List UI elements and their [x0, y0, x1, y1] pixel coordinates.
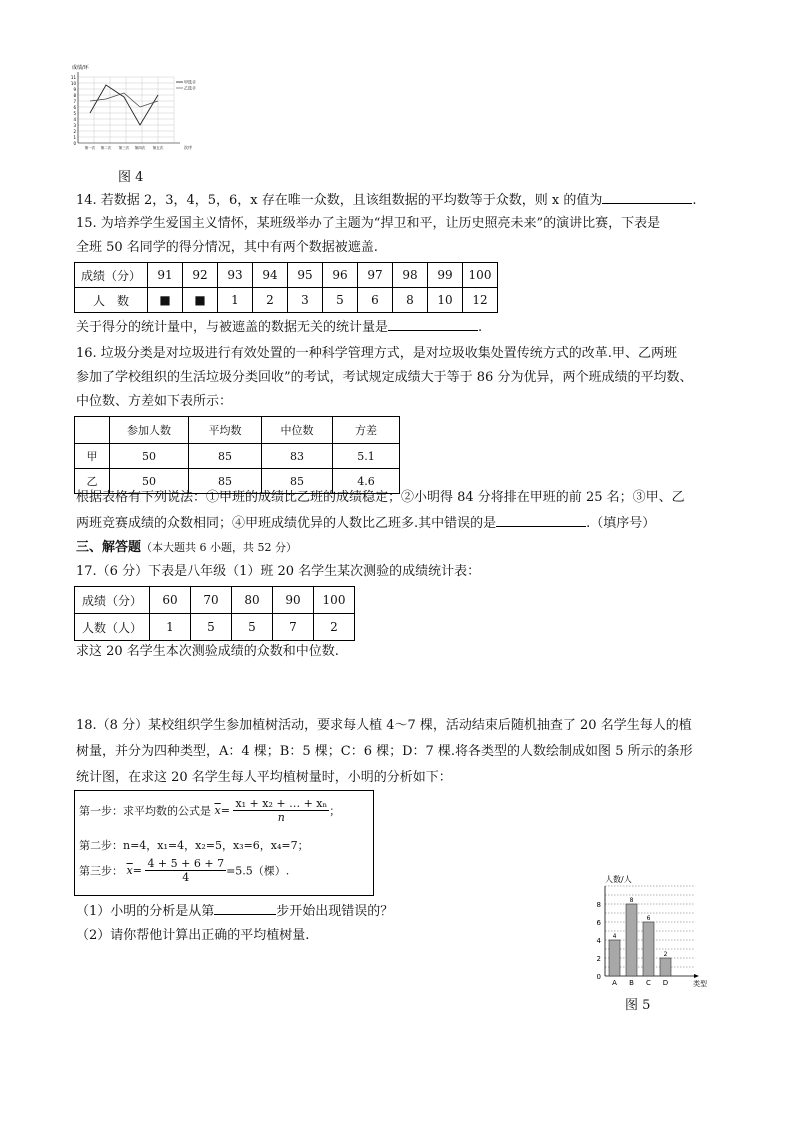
table-cell: 中位数: [262, 417, 333, 444]
fig5-ytick: 4: [596, 937, 601, 945]
table-cell: 99: [428, 263, 463, 288]
q16-line1: 16. 垃圾分类是对垃圾进行有效处置的一种科学管理方式，是对垃圾收集处置传统方式的改革.甲、乙两班: [76, 346, 677, 361]
table-cell: 1: [150, 614, 191, 641]
table-cell: 4.6: [333, 469, 400, 494]
table-cell: 100: [463, 263, 498, 288]
fig5-xlabel: 类型: [693, 980, 707, 988]
fig4-ytick: 7: [73, 99, 76, 104]
table-row: [75, 417, 400, 444]
q15-score-table: [74, 262, 498, 313]
fig4-ytick: 1: [73, 135, 76, 140]
table-cell: 参加人数: [110, 417, 189, 444]
fig4-legend-yi: 乙选手: [184, 85, 196, 91]
section3-note: （本大题共 6 小题，共 52 分）: [141, 541, 297, 554]
q15-question: 关于得分的统计量中，与被遮盖的数据无关的统计量是 .: [76, 320, 483, 335]
fig4-ytick: 9: [73, 87, 76, 92]
table-cell: 6: [358, 288, 393, 313]
fig4-xtick: 第二次: [100, 146, 112, 150]
table-cell: 85: [189, 469, 262, 494]
table-cell: 85: [262, 469, 333, 494]
q18-step2: 第二步：n=4，x₁=4，x₂=5，x₃=6，x₄=7；: [79, 839, 309, 852]
table-row: [75, 614, 355, 641]
fig5-ytick: 2: [596, 955, 601, 963]
table-cell: 50: [110, 469, 189, 494]
table-row: [75, 288, 498, 313]
fig4-ytick: 2: [73, 129, 76, 134]
q14-text: 14. 若数据 2，3，4，5，6，x 存在唯一众数，且该组数据的平均数等于众数，则 x 的值为: [76, 193, 603, 208]
q18-step3-result: =5.5（棵）.: [226, 864, 290, 878]
fig5-ytick: 6: [596, 919, 601, 927]
table-cell: ■: [183, 288, 218, 313]
table-cell: 人 数: [75, 288, 148, 313]
table-cell: 10: [428, 288, 463, 313]
table-row: [75, 263, 498, 288]
q18-step3-den: 4: [182, 871, 190, 884]
fig5-category-label: A: [612, 979, 617, 987]
fig5-bar-B: [626, 904, 637, 976]
fig4-xtick: 第一次: [84, 146, 96, 150]
q18-line3: 统计图，在求这 20 名学生每人平均植树量时，小明的分析如下：: [76, 770, 452, 785]
x-bar: $\overline{x}$: [126, 864, 133, 877]
fig5-caption: 图 5: [625, 998, 651, 1013]
q18-sub2: （2）请你帮他计算出正确的平均植树量.: [76, 928, 310, 943]
table-cell: 7: [273, 614, 314, 641]
table-cell: 3: [288, 288, 323, 313]
table-cell: 人数（人）: [75, 614, 150, 641]
table-cell: 100: [314, 587, 355, 614]
fig5-data-label: 2: [663, 951, 668, 958]
q17-question: 求这 20 名学生本次测验成绩的众数和中位数.: [76, 644, 339, 659]
fig4-ytick: 8: [73, 93, 76, 98]
q16-after1: 根据表格有下列说法：①甲班的成绩比乙班的成绩稳定；②小明得 84 分将排在甲班的前 25 名；③甲、乙: [76, 490, 685, 505]
q16-line3: 中位数、方差如下表所示：: [76, 394, 233, 409]
table-cell: 5: [323, 288, 358, 313]
fig4-xlabel: 次序: [184, 145, 192, 150]
q18-analysis-box: [74, 790, 374, 896]
x-bar: $\overline{x}$: [214, 804, 221, 817]
table-cell: 98: [393, 263, 428, 288]
fig4-legend: [176, 79, 196, 91]
table-cell: 50: [110, 444, 189, 469]
fig4-ytick: 4: [73, 117, 76, 122]
q16-after2-tail: .（填序号）: [586, 516, 656, 531]
table-cell: 5: [191, 614, 232, 641]
q17-intro: 17.（6 分）下表是八年级（1）班 20 名学生某次测验的成绩统计表：: [76, 564, 481, 579]
table-cell: 83: [262, 444, 333, 469]
fig4-ytick: 11: [70, 75, 76, 80]
fig4-caption: 图 4: [118, 170, 144, 185]
q18-step1: 第一步：求平均数的公式是 $\overline{x}=$ $\frac{\text{x₁ + x₂ + … + xₙ}}{n}$ ；: [79, 797, 341, 824]
fig5-category-label: C: [646, 979, 651, 987]
table-cell: 94: [253, 263, 288, 288]
q16-answer-blank: [496, 514, 586, 527]
table-cell: 5.1: [333, 444, 400, 469]
fig4-xtick: 第三次: [118, 146, 130, 150]
fig4-grid: [78, 77, 174, 143]
q18-step3-num: 4 + 5 + 6 + 7: [147, 857, 225, 870]
table-cell: 1: [218, 288, 253, 313]
fig5-yticks: [597, 901, 602, 981]
fig4-yticks: [71, 75, 77, 146]
q18-step1-num: x₁ + x₂ + … + xₙ: [235, 797, 328, 810]
q18-answer-blank: [214, 902, 276, 915]
table-cell: [75, 417, 110, 444]
fig5-data-label: 4: [612, 933, 617, 940]
table-row: [75, 444, 400, 469]
q16-after2-text: 两班竞赛成绩的众数相同；④甲班成绩优异的人数比乙班多.其中错误的是: [76, 516, 497, 531]
q18-step1-den: n: [277, 811, 285, 824]
q18-line1: 18.（8 分）某校组织学生参加植树活动，要求每人植 4～7 棵，活动结束后随机抽查了 20 名学生每人的植: [76, 718, 692, 733]
fig4-ytick: 6: [73, 105, 76, 110]
table-cell: 95: [288, 263, 323, 288]
fig4-xtick: 第五次: [152, 146, 164, 150]
q16-stats-table: [74, 416, 400, 494]
fig5-category-label: B: [629, 979, 634, 987]
table-cell: 5: [232, 614, 273, 641]
fig5-bar-A: [609, 940, 620, 976]
table-cell: 80: [232, 587, 273, 614]
section3-title: 三、解答题: [76, 540, 142, 555]
table-cell: 甲: [75, 444, 110, 469]
fig5-bar-C: [643, 922, 654, 976]
fig4-xtick: 第四次: [134, 146, 146, 150]
fig4-ytick: 5: [73, 111, 76, 116]
table-cell: 96: [323, 263, 358, 288]
q18-step1-fraction: [233, 797, 329, 824]
table-cell: 乙: [75, 469, 110, 494]
fig4-ytick: 10: [70, 81, 76, 86]
fig5-ytick: 0: [596, 973, 601, 981]
fig4-ytick: 0: [73, 141, 76, 146]
table-cell: 91: [148, 263, 183, 288]
table-cell: 70: [191, 587, 232, 614]
table-cell: 90: [273, 587, 314, 614]
fig5-data-label: 6: [646, 915, 651, 922]
table-cell: 8: [393, 288, 428, 313]
figure-5-bar-chart: [585, 870, 715, 995]
q18-step3: 第三步： $\overline{x}=$ $\frac{4 + 5 + 6 + 7}{4}$ =5.5（棵）.: [79, 857, 290, 884]
table-cell: 成绩（分）: [75, 587, 150, 614]
table-cell: 85: [189, 444, 262, 469]
table-row: [75, 587, 355, 614]
q15-answer-blank: [388, 318, 478, 331]
fig4-legend-jia: 甲选手: [184, 79, 196, 85]
q16-after2: [76, 514, 655, 532]
fig4-ylabel: 成绩/环: [72, 65, 89, 71]
q18-sub1-text: （1）小明的分析是从第: [76, 904, 215, 919]
section3-heading: [76, 540, 297, 556]
fig5-bars: [609, 897, 671, 987]
q17-score-table: [74, 586, 355, 641]
q15-line2: 全班 50 名同学的得分情况，其中有两个数据被遮盖.: [76, 240, 378, 255]
q18-step1-label: 第一步：求平均数的公式是: [79, 804, 211, 818]
table-cell: ■: [148, 288, 183, 313]
table-cell: 97: [358, 263, 393, 288]
table-cell: 93: [218, 263, 253, 288]
fig5-data-label: 8: [629, 897, 634, 904]
fig5-x-arrow: [694, 974, 699, 978]
fig4-ytick: 3: [73, 123, 76, 128]
q14: 14. 若数据 2，3，4，5，6，x 存在唯一众数，且该组数据的平均数等于众数，则 x 的值为 .: [76, 193, 697, 208]
q18-sub1-tail: 步开始出现错误的？: [276, 904, 394, 919]
fig5-category-label: D: [662, 979, 669, 987]
q18-line2: 树量，并分为四种类型，A：4 棵；B：5 棵；C：6 棵；D：7 棵.将各类型的人数绘制成如图 5 所示的条形: [76, 744, 693, 759]
table-cell: 92: [183, 263, 218, 288]
figure-4-line-chart: [66, 62, 206, 157]
table-cell: 2: [314, 614, 355, 641]
table-cell: 方差: [333, 417, 400, 444]
q18-step3-fraction: [145, 857, 226, 884]
fig4-xticks: [85, 145, 164, 150]
fig5-ytick: 8: [596, 901, 601, 909]
table-cell: 60: [150, 587, 191, 614]
table-cell: 成绩（分）: [75, 263, 148, 288]
q18-sub1: [76, 902, 393, 920]
q14-answer-blank: [602, 191, 692, 204]
q15-question-text: 关于得分的统计量中，与被遮盖的数据无关的统计量是: [76, 320, 389, 335]
q18-step3-label: 第三步：: [79, 864, 123, 878]
table-cell: 2: [253, 288, 288, 313]
table-cell: 12: [463, 288, 498, 313]
q16-line2: 参加了学校组织的生活垃圾分类回收”的考试，考试规定成绩大于等于 86 分为优异，两个班成绩的平均数、: [76, 370, 693, 385]
table-cell: 平均数: [189, 417, 262, 444]
fig5-ylabel: 人数/人: [605, 875, 632, 884]
q15-line1: 15. 为培养学生爱国主义情怀，某班级举办了主题为“捍卫和平，让历史照亮未来”的演讲比赛，下表是: [76, 216, 661, 231]
fig5-bar-D: [660, 958, 671, 976]
